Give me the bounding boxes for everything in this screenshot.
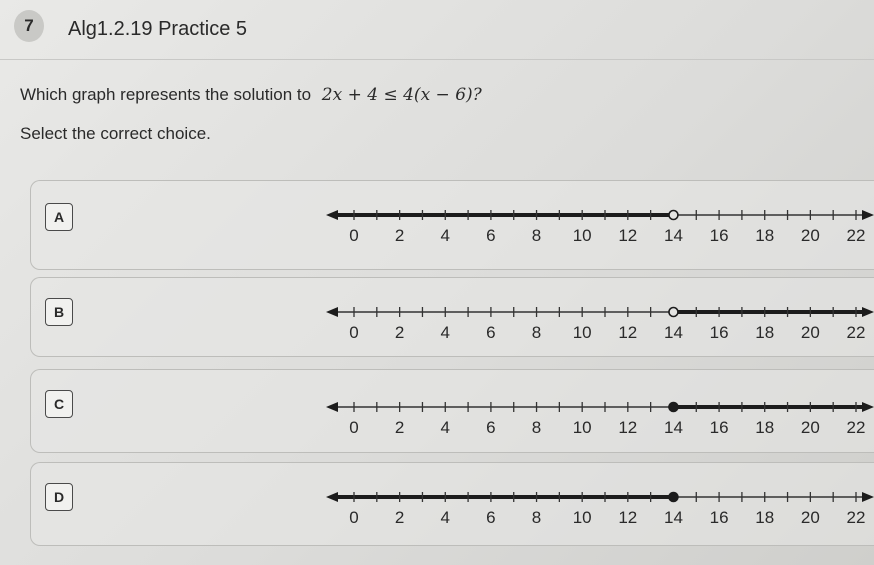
tick-label: 22: [846, 323, 866, 342]
tick-label: 14: [663, 508, 683, 527]
tick-label: 14: [663, 226, 683, 245]
tick-label: 12: [618, 508, 638, 527]
tick-label: 2: [394, 418, 405, 437]
tick-label: 18: [755, 226, 775, 245]
question-title: Alg1.2.19 Practice 5: [68, 18, 247, 40]
tick-label: 10: [572, 323, 592, 342]
question-number-badge: 7: [14, 10, 44, 42]
tick-label: 22: [846, 418, 866, 437]
choice-d[interactable]: [30, 462, 874, 546]
right-arrowhead: [862, 492, 874, 502]
tick-label: 10: [572, 418, 592, 437]
tick-label: 6: [486, 418, 496, 437]
right-arrowhead: [862, 307, 874, 317]
choice-letter-c: C: [45, 390, 73, 418]
tick-label: 10: [572, 508, 592, 527]
inequality-expression: 2x + 4 ≤ 4(x − 6)?: [321, 85, 482, 105]
tick-label: 0: [349, 508, 359, 527]
tick-label: 20: [800, 508, 820, 527]
right-arrowhead: [862, 402, 874, 412]
right-arrowhead: [862, 210, 874, 220]
tick-label: 18: [755, 323, 775, 342]
tick-label: 8: [531, 418, 542, 437]
tick-label: 2: [394, 508, 405, 527]
number-line-a: [316, 203, 874, 253]
number-line-c: [316, 395, 874, 445]
choice-a[interactable]: [30, 180, 874, 270]
tick-label: 10: [572, 226, 592, 245]
left-arrowhead: [326, 402, 338, 412]
choice-b[interactable]: [30, 277, 874, 357]
tick-label: 16: [709, 226, 729, 245]
tick-label: 6: [486, 323, 496, 342]
tick-label: 2: [394, 226, 405, 245]
number-line-d: [316, 485, 874, 535]
choice-letter-a: A: [45, 203, 73, 231]
tick-label: 22: [846, 508, 866, 527]
tick-label: 18: [755, 508, 775, 527]
header-divider: [0, 59, 874, 60]
question-prompt: [20, 85, 482, 105]
tick-label: 8: [531, 508, 542, 527]
instruction-text: Select the correct choice.: [20, 124, 211, 143]
tick-label: 22: [846, 226, 866, 245]
tick-label: 4: [440, 508, 451, 527]
tick-label: 14: [663, 323, 683, 342]
left-arrowhead: [326, 492, 338, 502]
left-arrowhead: [326, 307, 338, 317]
tick-label: 6: [486, 508, 496, 527]
tick-label: 8: [531, 226, 542, 245]
tick-label: 4: [440, 418, 451, 437]
number-line-b: [316, 300, 874, 350]
tick-label: 14: [663, 418, 683, 437]
tick-label: 12: [618, 323, 638, 342]
tick-label: 6: [486, 226, 496, 245]
tick-label: 0: [349, 323, 359, 342]
tick-label: 0: [349, 418, 359, 437]
tick-label: 8: [531, 323, 542, 342]
prompt-text: Which graph represents the solution to: [20, 85, 312, 104]
tick-label: 20: [800, 323, 820, 342]
open-endpoint: [669, 308, 678, 317]
choice-c[interactable]: [30, 369, 874, 453]
tick-label: 12: [618, 418, 638, 437]
tick-label: 2: [394, 323, 405, 342]
tick-label: 16: [709, 323, 729, 342]
tick-label: 4: [440, 226, 451, 245]
question-header: [0, 0, 874, 60]
closed-endpoint: [669, 493, 678, 502]
tick-label: 16: [709, 418, 729, 437]
tick-label: 20: [800, 226, 820, 245]
tick-label: 4: [440, 323, 451, 342]
open-endpoint: [669, 211, 678, 220]
choice-letter-d: D: [45, 483, 73, 511]
closed-endpoint: [669, 403, 678, 412]
choice-letter-b: B: [45, 298, 73, 326]
tick-label: 0: [349, 226, 359, 245]
tick-label: 16: [709, 508, 729, 527]
tick-label: 18: [755, 418, 775, 437]
left-arrowhead: [326, 210, 338, 220]
tick-label: 20: [800, 418, 820, 437]
tick-label: 12: [618, 226, 638, 245]
